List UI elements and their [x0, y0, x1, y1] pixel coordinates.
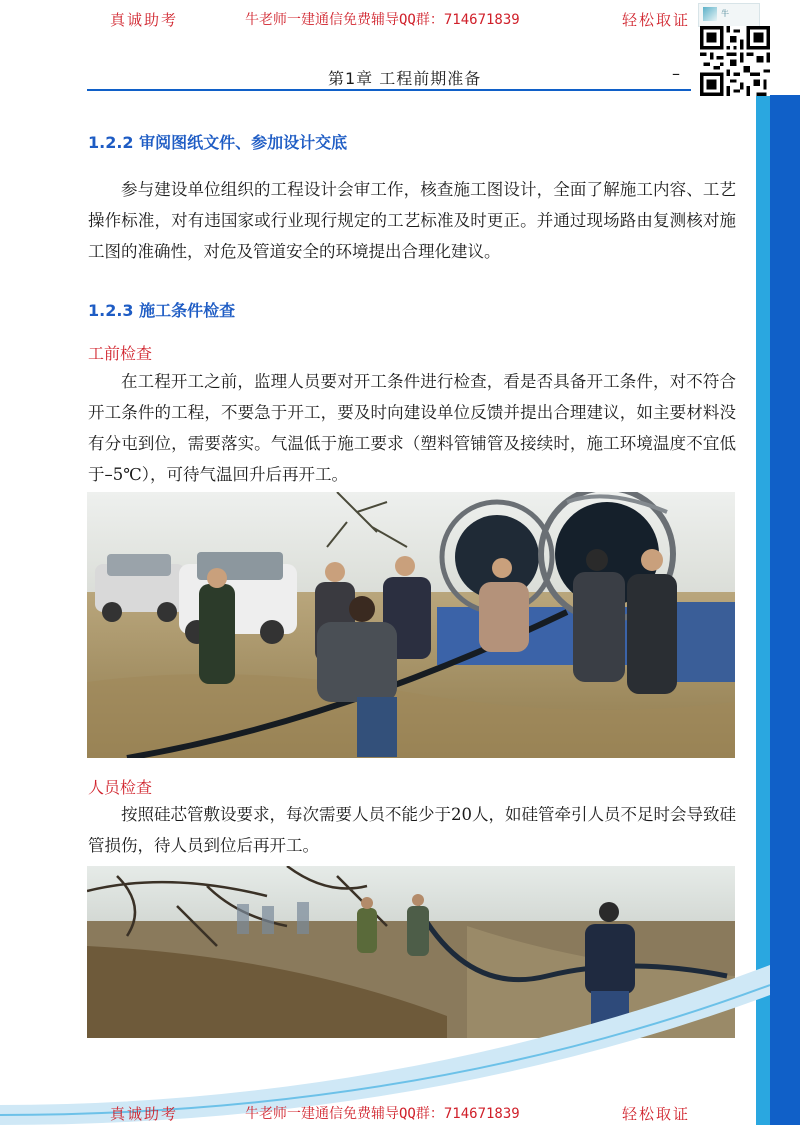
logo-mark-icon: [703, 7, 717, 21]
watermark-right: 轻松取证: [622, 11, 691, 29]
watermark-left-bottom: 真诚助考: [110, 1105, 179, 1123]
page-marker: –: [672, 64, 680, 83]
bottom-watermark: [0, 1096, 700, 1126]
top-watermark: [0, 2, 700, 32]
watermark-left: 真诚助考: [110, 11, 179, 29]
watermark-middle: 牛老师一建通信免费辅导QQ群：714671839: [245, 12, 520, 28]
logo-text: 牛: [721, 9, 729, 18]
section-heading-1-2-2: 1.2.2 审阅图纸文件、参加设计交底: [88, 133, 348, 152]
subheading-staff-check: 人员检查: [88, 778, 153, 797]
paragraph-design-review: 参与建设单位组织的工程设计会审工作，核查施工图设计，全面了解施工内容、工艺操作标准，对有违国家或行业现行规定的工艺标准及时更正。并通过现场路由复测核对施工图的准确性，对危及管道安全的环境提出合理化建议。: [88, 180, 736, 261]
header-rule: [87, 89, 691, 91]
qr-code-icon: [700, 26, 770, 96]
running-header: 第1章 工程前期准备: [328, 69, 482, 88]
paragraph-pre-work-check: 在工程开工之前，监理人员要对开工条件进行检查，看是否具备开工条件，对不符合开工条件的工程，不要急于开工，要及时向建设单位反馈并提出合理建议，如主要材料没有分屯到位，需要落实。气温低于施工要求（塑料管铺管及接续时，施工环境温度不宜低于–5℃），可待气温回升后再开工。: [88, 372, 736, 484]
watermark-right-bottom: 轻松取证: [622, 1105, 691, 1123]
edge-stripe-blue: [770, 95, 800, 1125]
paragraph-staff-check: 按照硅芯管敷设要求，每次需要人员不能少于20人，如硅管牵引人员不足时会导致硅管损伤，待人员到位后再开工。: [88, 805, 736, 855]
photo-pipe-reels-site: [87, 492, 735, 758]
watermark-middle-bottom: 牛老师一建通信免费辅导QQ群：714671839: [245, 1106, 520, 1122]
subheading-pre-work-check: 工前检查: [88, 344, 153, 363]
publisher-logo: [698, 3, 760, 27]
section-heading-1-2-3: 1.2.3 施工条件检查: [88, 301, 236, 320]
